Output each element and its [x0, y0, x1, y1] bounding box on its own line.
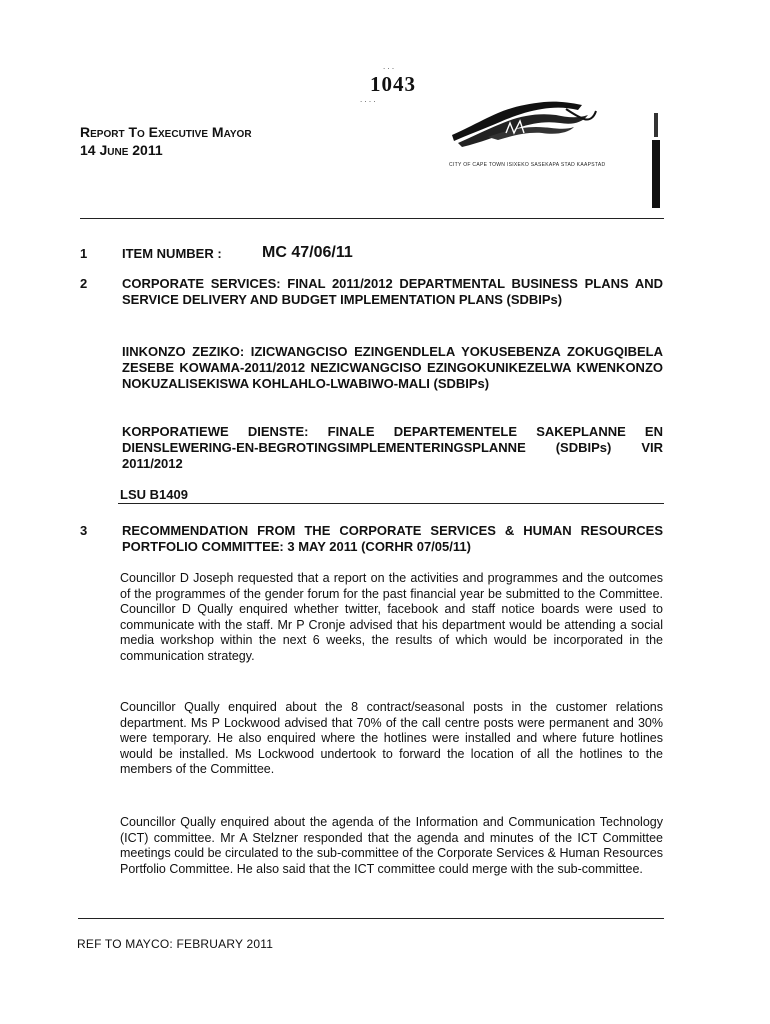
item-number-label: ITEM NUMBER : [122, 246, 222, 261]
item-3-paragraph-1: Councillor D Joseph requested that a report on the activities and programmes and the outcomes of the programmes of the gender forum for the past financial year be submitted to the Committee. Councillor D Qually enquired whether twitter, facebook and staff notice boards were used to communicate with the staff. Mr P Cronje advised that his department would be attending a social media workshop within the next 6 weeks, the results of which would be incorporated in the communication strategy. [120, 571, 663, 663]
item-number-3: 3 [80, 523, 88, 538]
item-2-title-xhosa: IINKONZO ZEZIKO: IZICWANGCISO EZINGENDLELA YOKUSEBENZA ZOKUGQIBELA ZESEBE KOWAMA-2011/2012 NEZICWANGCISO EZINGOKUNIKEZELWA KWENKONZO NOKUZALISEKISWA KOHLAHLO-LWABIWO-MALI (SDBIPs) [122, 344, 663, 391]
item-3-paragraph-2: Councillor Qually enquired about the 8 contract/seasonal posts in the customer relations department. Ms P Lockwood advised that 70% of the call centre posts were permanent and 30% were temporary. He also enquired where the hotlines were installed and where future hotlines would be installed. Ms Lockwood undertook to forward the location of all the hotlines to the members of the Committee. [120, 700, 663, 776]
item-3-title: RECOMMENDATION FROM THE CORPORATE SERVICES & HUMAN RESOURCES PORTFOLIO COMMITTEE: 3 MAY 2011 (CORHR 07/05/11) [122, 523, 663, 554]
item-number-value: MC 47/06/11 [262, 244, 353, 261]
margin-mark [654, 113, 658, 137]
page-stamp: 1043 [370, 72, 416, 96]
section-divider [118, 503, 664, 504]
item-number-1: 1 [80, 246, 88, 261]
item-2-title-english: CORPORATE SERVICES: FINAL 2011/2012 DEPARTMENTAL BUSINESS PLANS AND SERVICE DELIVERY AND BUDGET IMPLEMENTATION PLANS (SDBIPs) [122, 276, 663, 307]
report-title: Report To Executive Mayor [80, 124, 252, 140]
report-date: 14 June 2011 [80, 142, 163, 158]
item-2-title-afrikaans: KORPORATIEWE DIENSTE: FINALE DEPARTEMENTELE SAKEPLANNE EN DIENSLEWERING-EN-BEGROTINGSIMPLEMENTERINGSPLANNE (SDBIPs) VIR 2011/2012 [122, 424, 663, 471]
margin-bar [652, 140, 660, 208]
scan-speck: . . . [383, 62, 395, 71]
logo-caption: CITY OF CAPE TOWN ISIXEKO SASEKAPA STAD KAAPSTAD [449, 162, 606, 168]
lsu-reference: LSU B1409 [120, 487, 188, 502]
footer-reference: REF TO MAYCO: FEBRUARY 2011 [77, 937, 274, 951]
item-3-paragraph-3: Councillor Qually enquired about the agenda of the Information and Communication Technology (ICT) committee. Mr A Stelzner responded that the agenda and minutes of the ICT Committee meetings could be circulated to the sub-committee of the Corporate Services & Human Resources Portfolio Committee. He also said that the ICT committee could merge with the sub-committee. [120, 815, 663, 876]
footer-divider [78, 918, 664, 919]
header-divider [80, 218, 664, 219]
city-logo-icon [448, 97, 598, 159]
item-number-2: 2 [80, 276, 88, 291]
scan-speck: . . . . [360, 95, 376, 104]
